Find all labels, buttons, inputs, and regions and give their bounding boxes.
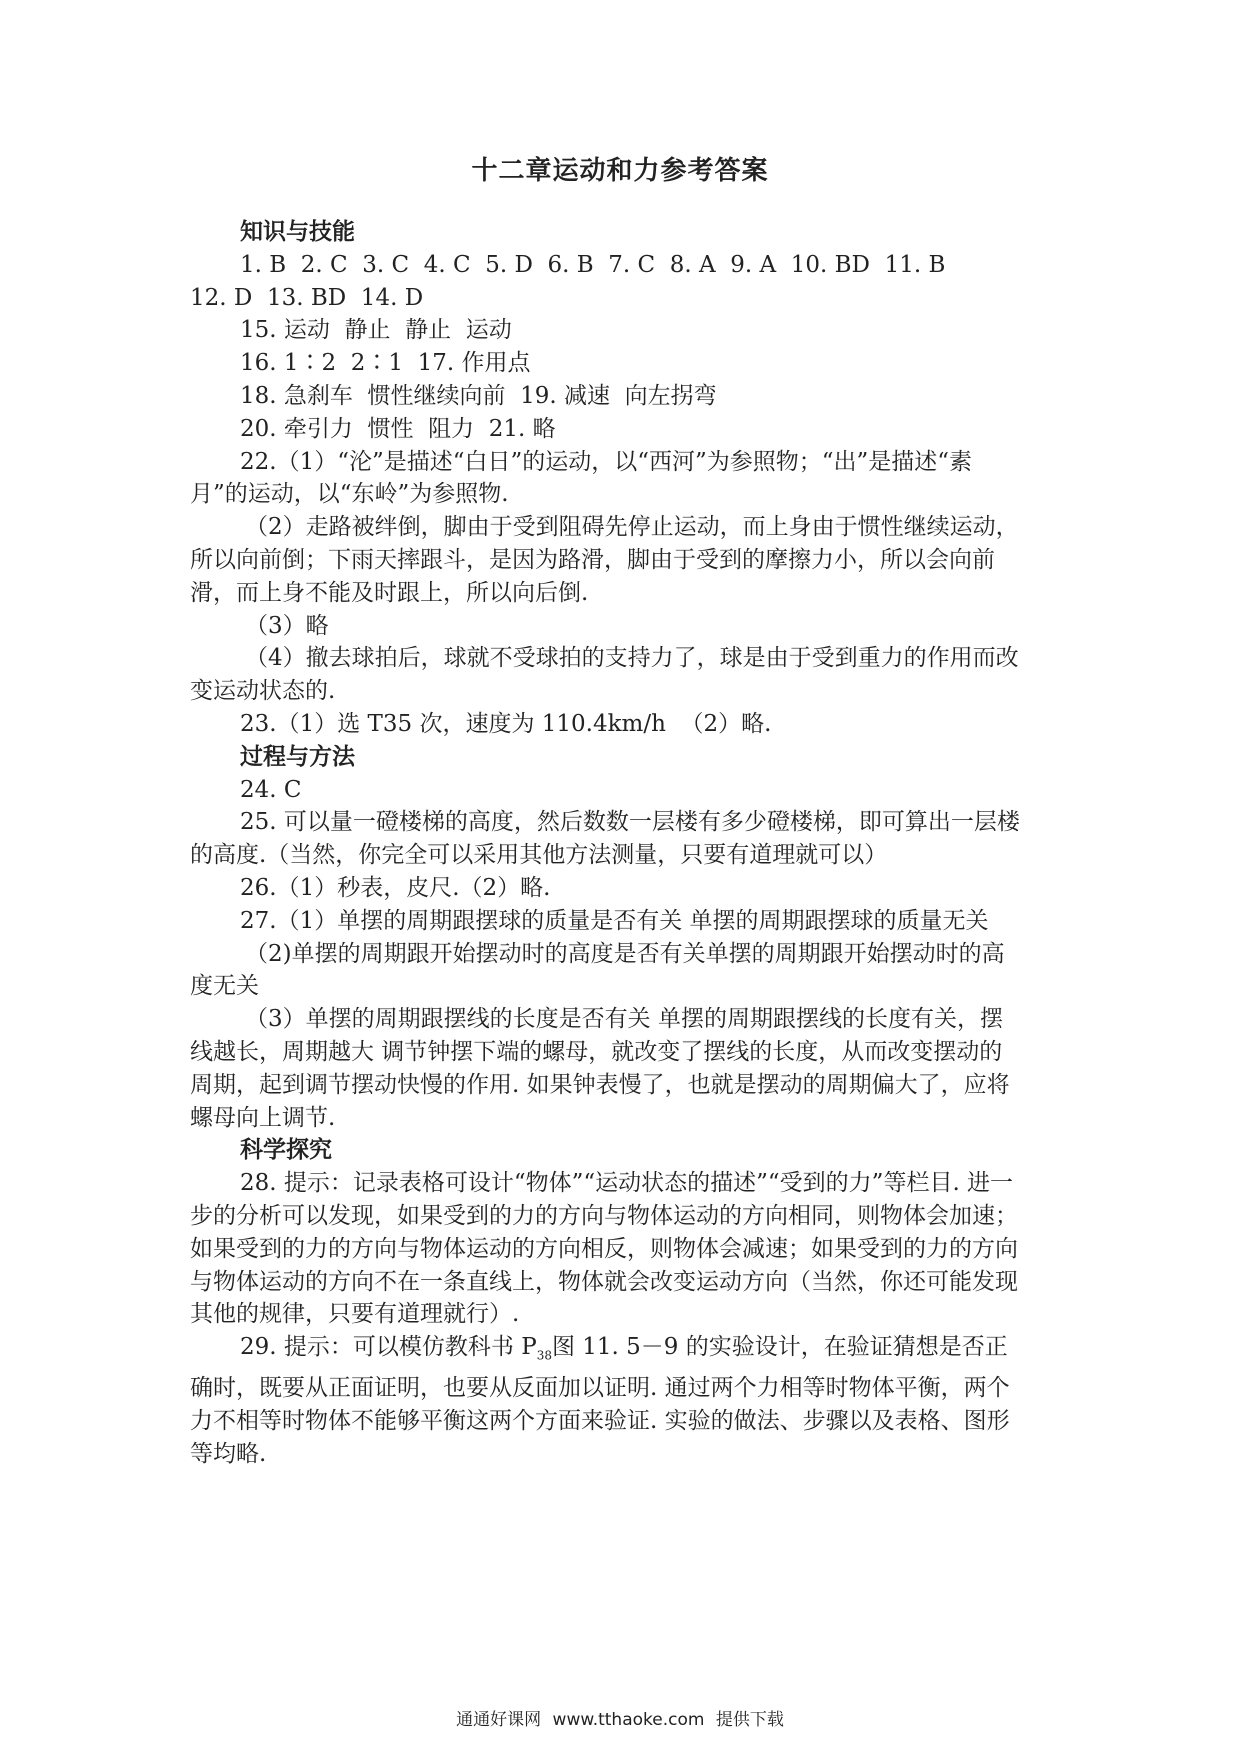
- answer-27-part-3: （3）单摆的周期跟摆线的长度是否有关 单摆的周期跟摆线的长度有关，摆线越长，周期越大 调节钟摆下端的螺母，就改变了摆线的长度，从而改变摆动的周期，起到调节摆动快慢的作用. 如果钟表慢了，也就是摆动的周期偏大了，应将螺母向上调节.: [190, 1006, 1010, 1131]
- section-heading-inquiry: 科学探究: [240, 1137, 332, 1164]
- answer-line-12-14: 12. D 13. BD 14. D: [190, 284, 424, 311]
- answer-26: 26.（1）秒表，皮尺.（2）略.: [240, 874, 551, 901]
- section-heading-knowledge: 知识与技能: [240, 219, 355, 245]
- answer-line-1-11: 1. B 2. C 3. C 4. C 5. D 6. B 7. C 8. A 9. A 10. BD 11. B: [240, 251, 946, 278]
- answer-27-part-1: 27.（1）单摆的周期跟摆球的质量是否有关 单摆的周期跟摆球的质量无关: [240, 907, 989, 934]
- footer-note: 提供下载: [715, 1710, 784, 1730]
- answer-27-part-2: （2)单摆的周期跟开始摆动时的高度是否有关单摆的周期跟开始摆动时的高度无关: [190, 940, 1005, 1000]
- answer-23: 23.（1）选 T35 次，速度为 110.4km/h （2）略.: [240, 710, 772, 737]
- footer-url: www.tthaoke.com: [552, 1710, 705, 1730]
- answer-line-16-17: 16. 1∶2 2∶1 17. 作用点: [240, 350, 531, 377]
- answer-29-text-end: 图 11. 5－9 的实验设计，在验证猜想是否正确时，既要从正面证明，也要从反面加以证明. 通过两个力相等时物体平衡，两个力不相等时物体不能够平衡这两个方面来验证. 实验的做法、步骤以及表格、图形等均略.: [190, 1334, 1010, 1468]
- answer-28: 28. 提示：记录表格可设计“物体”“运动状态的描述”“受到的力”等栏目. 进一步的分析可以发现，如果受到的力的方向与物体运动的方向相同，则物体会加速；如果受到的力的方向与物体运动的方向相反，则物体会减速；如果受到的力的方向与物体运动的方向不在一条直线上，物体就会改变运动方向（当然，你还可能发现其他的规律，只要有道理就行）.: [190, 1170, 1018, 1328]
- answer-25: 25. 可以量一磴楼梯的高度，然后数数一层楼有多少磴楼梯，即可算出一层楼的高度.（当然，你完全可以采用其他方法测量，只要有道理就可以）: [190, 809, 1020, 869]
- section-heading-process: 过程与方法: [240, 743, 355, 770]
- page-footer: [0, 1705, 1240, 1730]
- answer-22-part-3: （3）略: [245, 612, 329, 639]
- answer-29-text-start: 29. 提示：可以模仿教科书 P: [240, 1334, 537, 1361]
- answer-line-18-19: 18. 急刹车 惯性继续向前 19. 减速 向左拐弯: [240, 382, 717, 409]
- answer-22-part-4: （4）撤去球拍后，球就不受球拍的支持力了，球是由于受到重力的作用而改变运动状态的.: [190, 645, 1019, 705]
- answer-line-20-21: 20. 牵引力 惯性 阻力 21. 略: [240, 415, 556, 442]
- answer-22-part-1: 22.（1）“沦”是描述“白日”的运动，以“西河”为参照物；“出”是描述“素月”的运动，以“东岭”为参照物.: [190, 448, 973, 508]
- answer-content: [190, 216, 1025, 1471]
- footer-site-name: 通通好课网: [456, 1710, 542, 1730]
- answer-line-15: 15. 运动 静止 静止 运动: [240, 317, 512, 344]
- answer-29-page-subscript: 38: [536, 1348, 552, 1363]
- answer-29: [190, 1331, 1025, 1471]
- answer-22-part-2: （2）走路被绊倒，脚由于受到阻碍先停止运动，而上身由于惯性继续运动，所以向前倒；下雨天摔跟斗，是因为路滑，脚由于受到的摩擦力小，所以会向前滑，而上身不能及时跟上，所以向后倒.: [190, 514, 1019, 606]
- page-title: 十二章运动和力参考答案: [471, 156, 769, 186]
- answer-24: 24. C: [240, 776, 302, 803]
